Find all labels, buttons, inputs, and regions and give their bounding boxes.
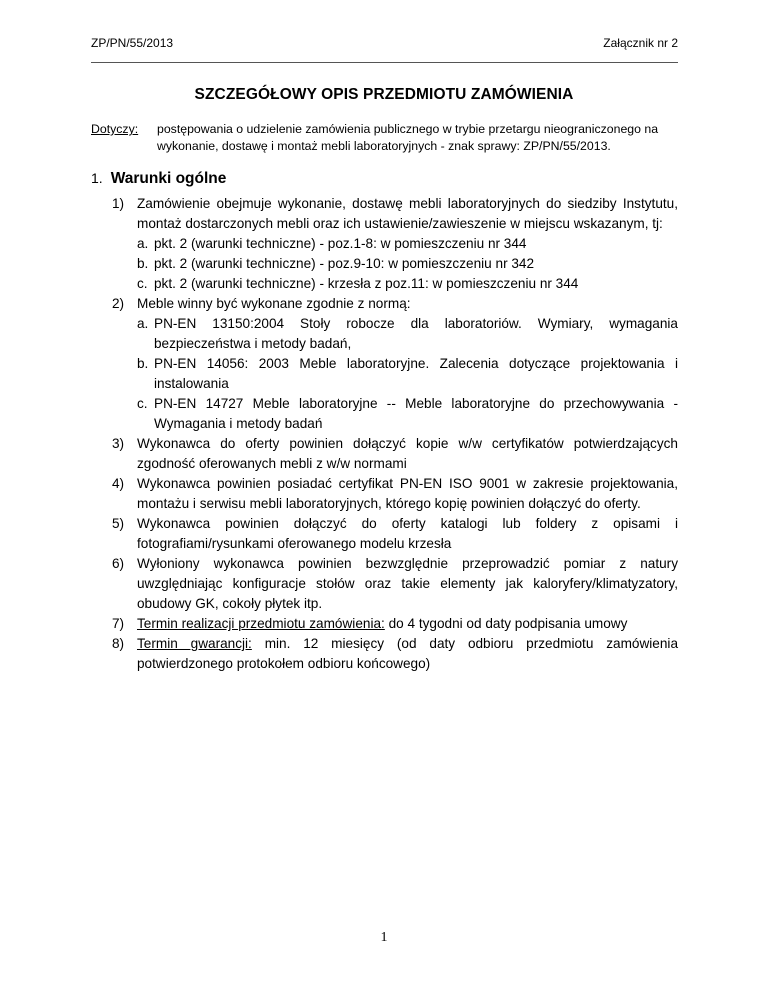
subject-label: Dotyczy: [91,122,139,136]
warranty-label: Termin gwarancji: [137,636,252,651]
list-item: 2) Meble winny być wykonane zgodnie z normą: [112,296,411,311]
list-item: 4) Wykonawca powinien posiadać certyfikat PN-EN ISO 9001 w zakresie projektowania, montażu i serwisu mebli laboratoryjnych, którego kopię powinien dołączyć do oferty. [112,476,678,511]
section-number: 1. [91,170,103,186]
page-number: 1 [380,930,388,945]
list-item: 8) Termin gwarancji: min. 12 miesięcy (od daty odbioru przedmiotu zamówienia potwierdzonego protokołem odbioru końcowego) [112,636,679,671]
sub-list-item: c. pkt. 2 (warunki techniczne) - krzesła z poz.11: w pomieszczeniu nr 344 [137,276,579,291]
list-item: 1) Zamówienie obejmuje wykonanie, dostawę mebli laboratoryjnych do siedziby Instytutu, montaż dostarczonych mebli oraz ich ustawienie/zawieszenie w miejscu wskazanym, tj: [112,196,678,231]
sub-list-item: b. PN-EN 14056: 2003 Meble laboratoryjne. Zalecenia dotyczące projektowania i instalowania [137,356,678,391]
attachment-label: Załącznik nr 2 [603,36,678,50]
sub-list-item: b. pkt. 2 (warunki techniczne) - poz.9-10: w pomieszczeniu nr 342 [137,256,535,271]
document-title: SZCZEGÓŁOWY OPIS PRZEDMIOTU ZAMÓWIENIA [194,86,574,103]
sub-list-item: a. PN-EN 13150:2004 Stoły robocze dla laboratoriów. Wymiary, wymagania bezpieczeństwa i metody badań, [137,316,678,351]
sub-list-item: c. PN-EN 14727 Meble laboratoryjne -- Meble laboratoryjne do przechowywania - Wymagania i metody badań [137,396,678,431]
list-item: 7) Termin realizacji przedmiotu zamówienia: do 4 tygodni od daty podpisania umowy [112,616,628,631]
conditions-list [112,194,678,674]
header-divider [91,62,678,63]
section-title: Warunki ogólne [110,170,227,187]
case-number: ZP/PN/55/2013 [91,36,174,50]
section-heading [91,170,226,188]
list-item: 3) Wykonawca do oferty powinien dołączyć kopie w/w certyfikatów potwierdzających zgodność oferowanych mebli z w/w normami [112,436,678,471]
sub-list-item: a. pkt. 2 (warunki techniczne) - poz.1-8: w pomieszczeniu nr 344 [137,236,527,251]
list-item: 5) Wykonawca powinien dołączyć do oferty katalogi lub foldery z opisami i fotografiami/rysunkami oferowanego modelu krzesła [112,516,678,551]
list-item: 6) Wyłoniony wykonawca powinien bezwzględnie przeprowadzić pomiar z natury uwzględniając konfiguracje stołów oraz takie elementy jak kaloryfery/klimatyzatory, obudowy GK, cokoły płytek itp. [112,556,678,611]
deadline-label: Termin realizacji przedmiotu zamówienia: [137,616,385,631]
subject-text: postępowania o udzielenie zamówienia publicznego w trybie przetargu nieograniczonego na wykonanie, dostawę i montaż mebli laboratoryjnych - znak sprawy: ZP/PN/55/2013. [157,122,659,153]
